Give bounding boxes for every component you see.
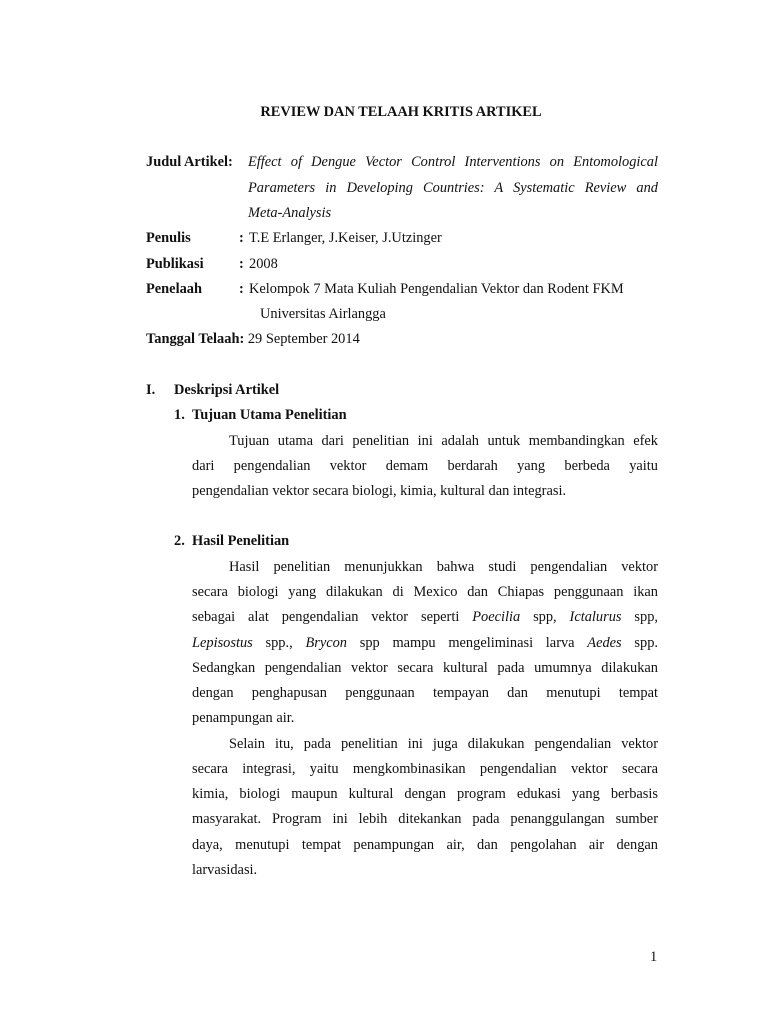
subsection-2-heading: Hasil Penelitian: [192, 533, 290, 549]
species-name: Ictalurus: [569, 609, 622, 625]
penelaah-line-2: Universitas Airlangga: [260, 306, 386, 322]
document-title: REVIEW DAN TELAAH KRITIS ARTIKEL: [260, 104, 542, 120]
judul-label: Judul Artikel:: [146, 154, 233, 170]
species-name: Poecilia: [472, 609, 521, 625]
penulis-value: T.E Erlanger, J.Keiser, J.Utzinger: [249, 230, 442, 246]
paragraph-line: Hasil penelitian menunjukkan bahwa studi pengendalian vektor: [229, 559, 658, 575]
publikasi-value: 2008: [249, 256, 278, 272]
subsection-1-heading: Tujuan Utama Penelitian: [192, 407, 347, 423]
judul-line-1: Effect of Dengue Vector Control Interventions on Entomological: [248, 154, 658, 170]
subsection-2-number: 2.: [174, 533, 185, 549]
publikasi-label: Publikasi: [146, 256, 204, 272]
species-name: Lepisostus: [192, 635, 253, 651]
penelaah-colon: :: [239, 281, 244, 297]
paragraph-line: Sedangkan pengendalian vektor secara kultural pada umumnya dilakukan: [192, 660, 658, 676]
tanggal-label: Tanggal Telaah:: [146, 331, 245, 347]
section-heading: Deskripsi Artikel: [174, 382, 280, 398]
species-name: Aedes: [587, 635, 622, 651]
paragraph-line: daya, menutupi tempat penampungan air, dan pengolahan air dengan: [192, 837, 658, 853]
page-number: 1: [650, 949, 658, 965]
judul-line-3: Meta-Analysis: [248, 205, 332, 221]
penulis-label: Penulis: [146, 230, 191, 246]
penelaah-label: Penelaah: [146, 281, 202, 297]
paragraph-line: Lepisostus spp., Brycon spp mampu mengeliminasi larva Aedes spp.: [192, 635, 658, 651]
penelaah-line-1: Kelompok 7 Mata Kuliah Pengendalian Vektor dan Rodent FKM: [249, 281, 624, 297]
subsection-1-number: 1.: [174, 407, 185, 423]
tanggal-telaah: [146, 330, 360, 348]
section-numeral: I.: [146, 382, 156, 398]
tanggal-value: 29 September 2014: [247, 331, 360, 347]
penulis-colon: :: [239, 230, 244, 246]
paragraph-line: secara integrasi, yaitu mengkombinasikan pengendalian vektor secara: [192, 761, 658, 777]
paragraph-line: penampungan air.: [192, 710, 295, 726]
paragraph-line: larvasidasi.: [192, 862, 258, 878]
paragraph-line: pengendalian vektor secara biologi, kimia, kultural dan integrasi.: [192, 483, 567, 499]
paragraph-line: Selain itu, pada penelitian ini juga dilakukan pengendalian vektor: [229, 736, 658, 752]
judul-line-2: Parameters in Developing Countries: A Systematic Review and: [248, 180, 658, 196]
species-name: Brycon: [305, 635, 347, 651]
paragraph-line: sebagai alat pengendalian vektor seperti Poecilia spp, Ictalurus spp,: [192, 609, 658, 625]
paragraph-line: masyarakat. Program ini lebih ditekankan pada penanggulangan sumber: [192, 811, 658, 827]
paragraph-line: dari pengendalian vektor demam berdarah yang berbeda yaitu: [192, 458, 658, 474]
paragraph-line: dengan penghapusan penggunaan tempayan dan menutupi tempat: [192, 685, 658, 701]
paragraph-line: secara biologi yang dilakukan di Mexico dan Chiapas penggunaan ikan: [192, 584, 658, 600]
paragraph-line: Tujuan utama dari penelitian ini adalah untuk membandingkan efek: [229, 433, 658, 449]
paragraph-line: kimia, biologi maupun kultural dengan program edukasi yang berbasis: [192, 786, 658, 802]
publikasi-colon: :: [239, 256, 244, 272]
